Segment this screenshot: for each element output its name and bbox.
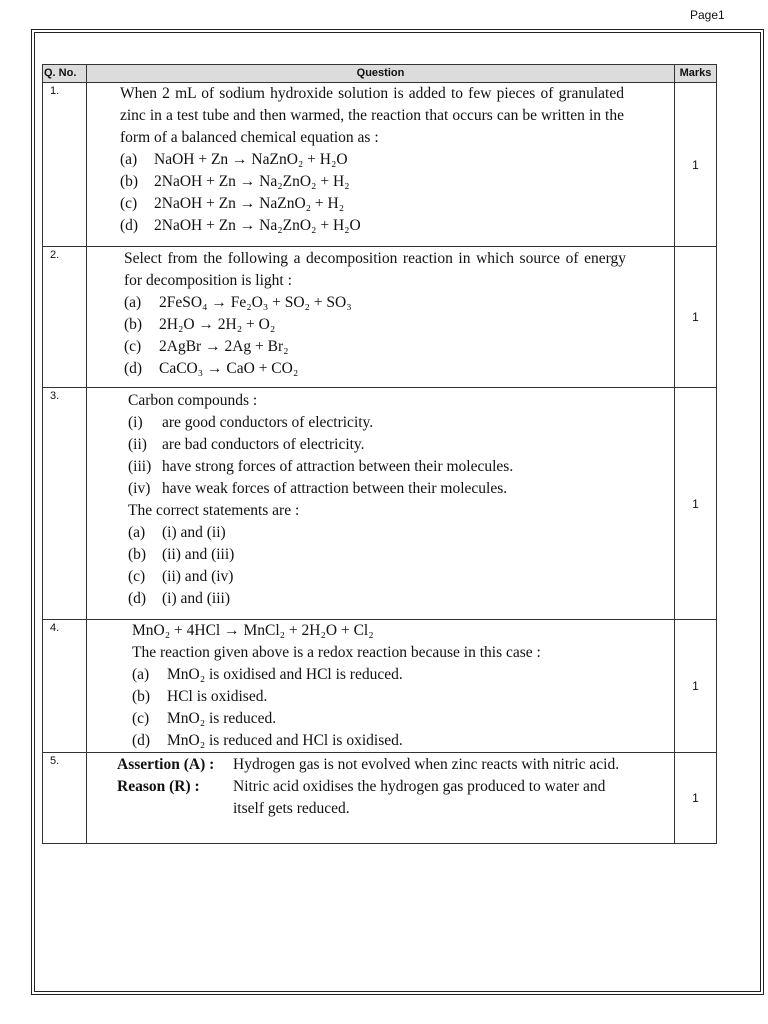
option-text: 2NaOH + Zn → Na₂ZnO₂ + H₂O (154, 217, 361, 234)
option-a (132, 664, 626, 686)
option-b (120, 171, 624, 193)
statement-text: have strong forces of attraction between their molecules. (162, 458, 514, 475)
question-marks: 1 (675, 388, 717, 620)
statement-ii (128, 434, 626, 456)
statement-iv (128, 478, 626, 500)
statement-label: (iv) (128, 480, 151, 497)
option-text: MnO₂ is reduced and HCl is oxidised. (167, 732, 403, 749)
option-c (132, 708, 626, 730)
question-row-2 (43, 247, 717, 388)
question-body (87, 388, 675, 620)
option-text: CaCO₃ → CaO + CO₂ (159, 360, 299, 377)
statement-iii (128, 456, 626, 478)
statement-label: (i) (128, 414, 143, 431)
reason-text: Nitric acid oxidises the hydrogen gas produced to water and itself gets reduced. (233, 778, 606, 817)
question-prompt: The correct statements are : (128, 502, 300, 519)
option-c (124, 336, 626, 358)
statement-text: are good conductors of electricity. (162, 414, 374, 431)
question-number: 5. (43, 753, 87, 844)
statement-label: (iii) (128, 458, 152, 475)
option-d (124, 358, 626, 380)
option-text: 2NaOH + Zn → Na₂ZnO₂ + H₂ (154, 173, 350, 190)
option-text: 2AgBr → 2Ag + Br₂ (159, 338, 289, 355)
option-d (132, 730, 626, 752)
header-question: Question (87, 65, 675, 83)
question-number: 1. (43, 83, 87, 247)
option-text: (i) and (ii) (162, 524, 226, 541)
page-number: Page1 (690, 8, 725, 22)
question-body (87, 247, 675, 388)
question-equation: MnO₂ + 4HCl → MnCl₂ + 2H₂O + Cl₂ (132, 622, 374, 639)
question-number: 4. (43, 620, 87, 753)
option-d (120, 215, 624, 237)
question-marks: 1 (675, 753, 717, 844)
question-stem: The reaction given above is a redox reaction because in this case : (132, 644, 541, 661)
option-a (120, 149, 624, 171)
question-body (87, 83, 675, 247)
question-row-3 (43, 388, 717, 620)
reason (117, 776, 626, 820)
option-text: HCl is oxidised. (167, 688, 268, 705)
option-a (128, 522, 626, 544)
option-c (128, 566, 626, 588)
option-d (128, 588, 626, 610)
assertion (117, 754, 626, 776)
question-stem: When 2 mL of sodium hydroxide solution is added to few pieces of granulated zinc in a test tube and then warmed, the reaction that occurs can be written in the form of a balanced chemical equation as : (120, 85, 624, 146)
option-c (120, 193, 624, 215)
option-text: (ii) and (iv) (162, 568, 234, 585)
question-marks: 1 (675, 620, 717, 753)
header-marks: Marks (675, 65, 717, 83)
option-a (124, 292, 626, 314)
option-label: (a) (120, 151, 138, 168)
option-label: (c) (132, 710, 150, 727)
option-text: 2H₂O → 2H₂ + O₂ (159, 316, 276, 333)
question-number: 2. (43, 247, 87, 388)
option-label: (d) (120, 217, 139, 234)
statement-i (128, 412, 626, 434)
question-row-5 (43, 753, 717, 844)
question-marks: 1 (675, 83, 717, 247)
statement-text: have weak forces of attraction between their molecules. (162, 480, 508, 497)
assertion-label: Assertion (A) : (117, 756, 215, 773)
option-label: (a) (124, 294, 142, 311)
question-body (87, 620, 675, 753)
option-b (132, 686, 626, 708)
option-label: (a) (132, 666, 150, 683)
option-text: NaOH + Zn → NaZnO₂ + H₂O (154, 151, 348, 168)
option-text: (i) and (iii) (162, 590, 231, 607)
option-text: 2NaOH + Zn → NaZnO₂ + H₂ (154, 195, 345, 212)
header-qno: Q. No. (43, 65, 87, 83)
option-label: (c) (128, 568, 146, 585)
option-label: (d) (124, 360, 143, 377)
option-label: (b) (132, 688, 151, 705)
question-body (87, 753, 675, 844)
option-b (128, 544, 626, 566)
option-label: (b) (128, 546, 147, 563)
question-stem: Carbon compounds : (128, 392, 258, 409)
question-row-4 (43, 620, 717, 753)
option-label: (c) (120, 195, 138, 212)
reason-label: Reason (R) : (117, 778, 200, 795)
question-table (42, 64, 717, 844)
question-number: 3. (43, 388, 87, 620)
question-stem: Select from the following a decomposition reaction in which source of energy for decomposition is light : (124, 250, 626, 289)
option-label: (d) (128, 590, 147, 607)
option-b (124, 314, 626, 336)
statement-text: are bad conductors of electricity. (162, 436, 365, 453)
option-text: 2FeSO₄ → Fe₂O₃ + SO₂ + SO₃ (159, 294, 352, 311)
question-marks: 1 (675, 247, 717, 388)
option-text: MnO₂ is reduced. (167, 710, 277, 727)
option-label: (c) (124, 338, 142, 355)
option-label: (b) (120, 173, 139, 190)
option-label: (a) (128, 524, 146, 541)
table-header-row (43, 65, 717, 83)
option-text: MnO₂ is oxidised and HCl is reduced. (167, 666, 403, 683)
question-row-1 (43, 83, 717, 247)
statement-label: (ii) (128, 436, 147, 453)
assertion-text: Hydrogen gas is not evolved when zinc reacts with nitric acid. (233, 756, 620, 773)
option-text: (ii) and (iii) (162, 546, 235, 563)
option-label: (b) (124, 316, 143, 333)
option-label: (d) (132, 732, 151, 749)
